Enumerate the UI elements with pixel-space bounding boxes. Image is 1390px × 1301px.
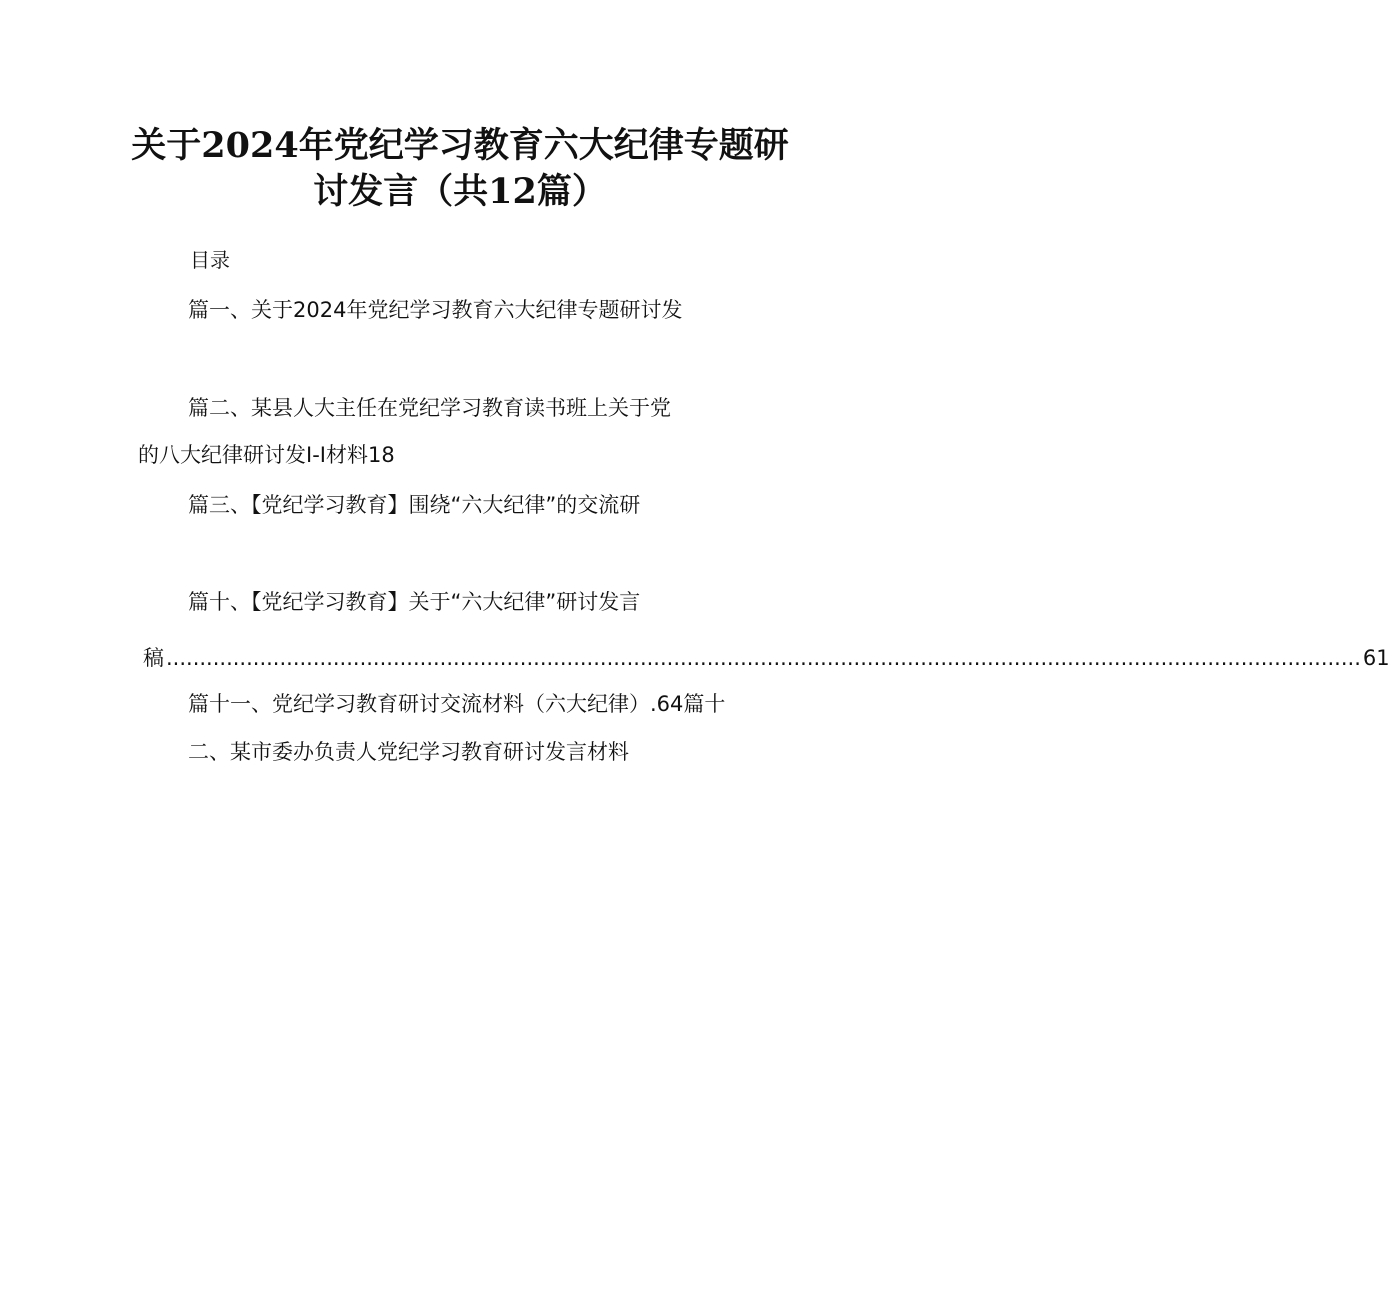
toc-heading: 目录 <box>190 248 230 272</box>
toc-leader-dots: ................................................................................................................................................................................... <box>166 646 1361 670</box>
document-title-line-2: 讨发言（共12篇） <box>313 171 607 212</box>
toc-entry-4-page-number: 61 <box>1362 646 1390 670</box>
toc-entry-4-line-2 <box>143 643 1390 673</box>
toc-entry-5-line-2: 二、某市委办负责人党纪学习教育研讨发言材料 <box>188 740 629 764</box>
document-title-line-1: 关于2024年党纪学习教育六大纪律专题研 <box>131 125 789 166</box>
toc-entry-5-line-1: 篇十一、党纪学习教育研讨交流材料（六大纪律）.64篇十 <box>188 692 726 716</box>
toc-entry-3: 篇三、【党纪学习教育】围绕“六大纪律”的交流研 <box>188 493 641 517</box>
toc-entry-2-line-1: 篇二、某县人大主任在党纪学习教育读书班上关于党 <box>188 396 671 420</box>
toc-entry-2-line-2: 的八大纪律研讨发I-I材料18 <box>138 443 395 467</box>
toc-entry-1: 篇一、关于2024年党纪学习教育六大纪律专题研讨发 <box>188 298 683 322</box>
toc-entry-4-line-1: 篇十、【党纪学习教育】关于“六大纪律”研讨发言 <box>188 590 641 614</box>
toc-entry-4-label-end: 稿 <box>143 646 164 670</box>
